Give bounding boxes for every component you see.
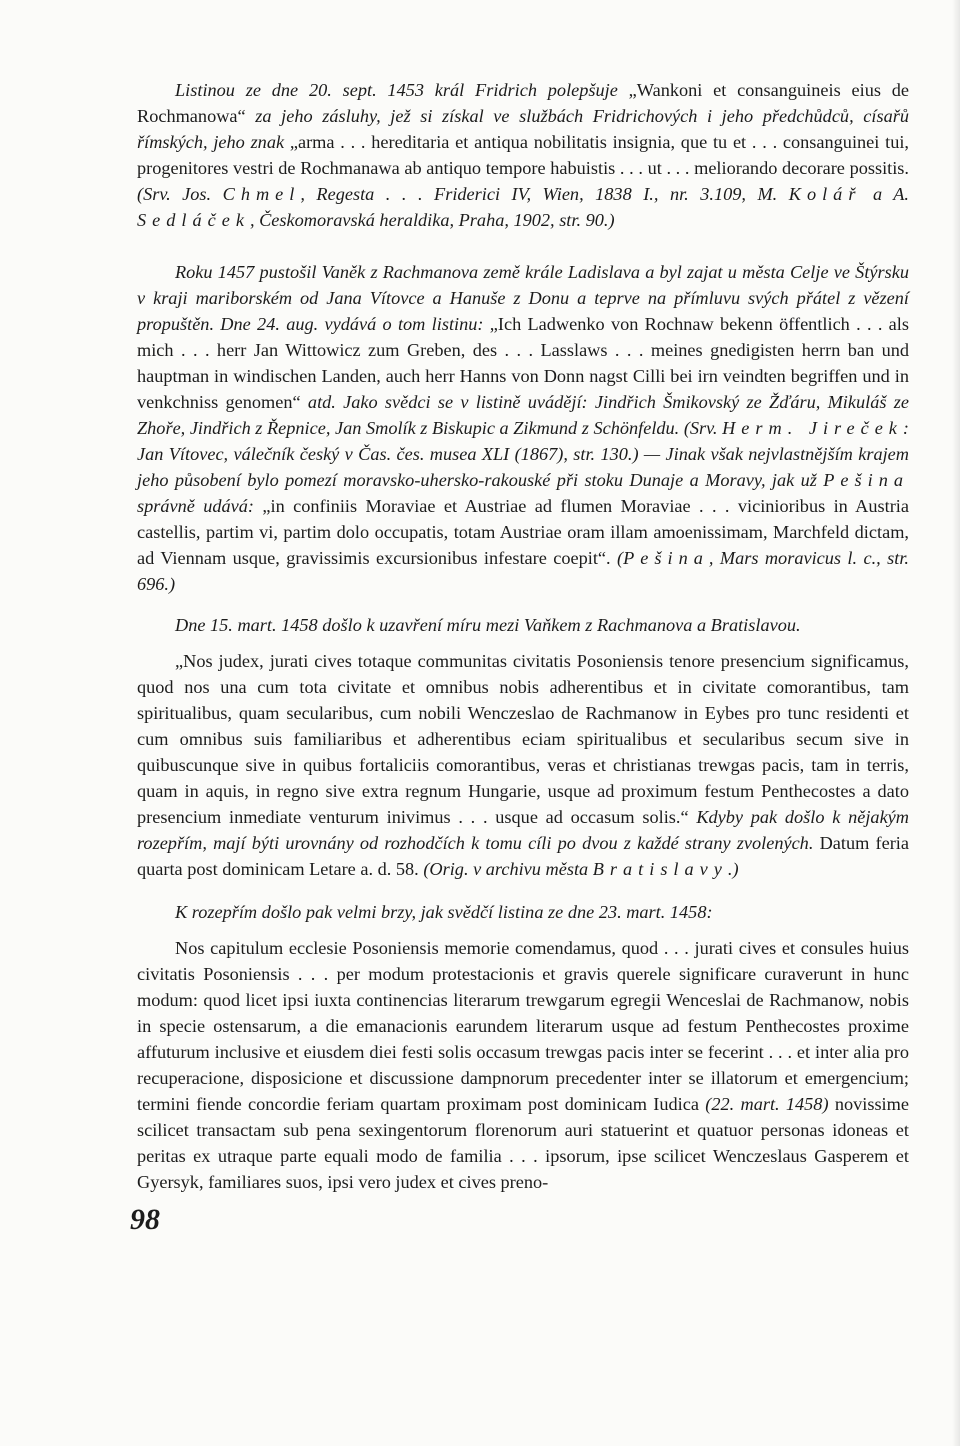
text-segment: „Ich Ladwenko von Rochnaw bekenn öffentlich . . . als mich . . . herr Jan Wittowicz zum Greben, des . . . Lasslaws . . . meines gnedigisten herrn ban und hauptman in windischen Landen, auch herr Hanns von Donn nagst Cilli bei irn veindten begriffen und in venkchniss genomen“ — [137, 314, 909, 412]
text-segment: „Wankoni et consanguineis eius de Rochmanowa“ — [137, 80, 910, 126]
text-segment: „in confiniis Moraviae et Austriae ad flumen Moraviae . . . vicinioribus in Austria castellis, partim vi, partim dolo occupatis, totam Austriae oram illam amoenissimam, Marchfeld dictam, ad Viennam usque, gravissimis excursionibus infestare coepit“. — [137, 496, 909, 568]
text-segment: (22. mart. 1458) — [705, 1094, 835, 1114]
text-segment: Listinou ze dne 20. sept. 1453 král Fridrich polepšuje — [175, 80, 629, 100]
text-segment: „arma . . . hereditaria et antiqua nobilitatis insignia, que tu et . . . consanguinei tui, progenitores vestri de Rochmanawa ab antiquo tempore habuistis . . . ut . . . meliorando decorare possitis. — [137, 132, 909, 178]
text-segment: a A. — [861, 184, 909, 204]
text-segment: (Srv. Jos. — [137, 184, 223, 204]
paragraph-peace-treaty-text — [137, 648, 909, 882]
paragraph-vanek-captivity — [137, 259, 909, 597]
text-segment: „Nos judex, jurati cives totaque communitas civitatis Posoniensis tenore presencium significamus, quod nos una cum tota civitate et omnibus nobis adherentibus et in civitate comorantibus, tam spiritualibus, quam secularibus, cum nobili Wenczeslao de Rachmanow in Eybes pro tunc residenti et cum omnibus suis familiaribus et adherentibus eciam spiritualibus et secularibus secum sive in quibuscunque sive in quibus fortaliciis comorantibus, veras et christianas trewgas pacis, tam in terris, quam in aquis, in regno sive extra regnum Hungarie, usque ad proximum festum Penthecostes a dato presencium inmediate venturum inivimus . . . usque ad occasum solis.“ — [137, 651, 909, 827]
text-segment: za jeho zásluhy, jež si získal ve službách Fridrichových i jeho předchůdců, císařů římských, jeho znak — [137, 106, 909, 152]
text-segment: Datum feria quarta post dominicam Letare a. d. 58. — [137, 833, 909, 879]
text-segment: správně udává: — [137, 496, 263, 516]
text-segment: ( — [617, 548, 624, 568]
text-segment: .) — [727, 859, 739, 879]
text-segment: , Českomoravská heraldika, Praha, 1902, str. 90.) — [249, 210, 615, 230]
text-segment: (Orig. v archivu města — [423, 859, 593, 879]
text-segment: Nos capitulum ecclesie Posoniensis memorie comendamus, quod . . . jurati cives et consules huius civitatis Posoniensis . . . per modum protestacionis et gravis querele significare curaverunt in hunc modum: quod licet ipsi iuxta continencias literarum trewgarum egregii Wenceslai de Rachmanow, nobis in specie ostensarum, a die emanacionis earundem literarum usque ad festum Penthecostes proxime affuturum inclusive et eiusdem diei festi solis occasum trewgas pacis inter se fecerint . . . et inter alia pro recuperacione, disposicione et discussione dampnorum precedenter inter se illatorum et emergencium; termini fiende concordie feriam quartam proximam post dominicam Iudica — [137, 938, 909, 1114]
text-segment: K rozepřím došlo pak velmi brzy, jak svědčí listina ze dne 23. mart. 1458: — [175, 902, 713, 922]
text-segment: Bratislavy — [592, 859, 728, 879]
text-segment: : Jan Vítovec, válečník český v Čas. čes. musea XLI (1867), str. 130.) — Jinak však nejvlastnějším krajem jeho působení bylo pomezí moravsko-uhersko-rakouské při stoku Dunaje a Moravy, jak už — [137, 418, 910, 490]
paragraph-chapter-protest — [137, 935, 909, 1195]
paragraph-peace-treaty-intro — [137, 612, 909, 638]
paragraph-coat-of-arms-charter — [137, 77, 909, 233]
paragraph-dispute-intro — [137, 899, 909, 925]
text-segment: Pešina — [823, 470, 909, 490]
text-segment: Pešina — [623, 548, 709, 568]
text-segment: Kolář — [788, 184, 862, 204]
text-segment: Dne 15. mart. 1458 došlo k uzavření míru mezi Vaňkem z Rachmanova a Bratislavou. — [175, 615, 801, 635]
text-segment: novissime scilicet transactam sub pena sexingentorum florenorum auri statuerint et quatuor personas idoneas et peritas ex utraque parte equali modo de familia . . . ipsorum, ipse scilicet Wenczeslaus Gasperem et Gyersyk, familiares suos, ipsi vero judex et cives preno- — [137, 1094, 909, 1192]
text-segment: atd. Jako svědci se v listině uvádějí: Jindřich Šmikovský ze Žďáru, Mikuláš ze Zhoře, Jindřich z Řepnice, Jan Smolík z Biskupic a Zikmund z Schönfeldu. (Srv. — [137, 392, 909, 438]
text-segment: Kdyby pak došlo k nějakým rozepřím, mají býti urovnány od rozhodčích k tomu cíli po dvou z každé strany zvolených. — [137, 807, 909, 853]
text-segment: , Mars moravicus l. c., str. 696.) — [137, 548, 909, 594]
page-edge-shadow — [952, 0, 960, 1446]
text-segment: Chmel — [222, 184, 301, 204]
text-segment: Roku 1457 pustošil Vaněk z Rachmanova země krále Ladislava a byl zajat u města Celje ve Štýrsku v kraji mariborském od Jana Vítovce a Hanuše z Donu a teprve na přímluvu svých přátel z vězení propuštěn. Dne 24. aug. vydává o tom listinu: — [137, 262, 909, 334]
text-segment: Sedláček — [137, 210, 250, 230]
page-number: 98 — [130, 1203, 160, 1236]
text-segment: , Regesta . . . Friderici IV, Wien, 1838 I., nr. 3.109, M. — [300, 184, 789, 204]
text-segment: Herm. Jireček — [722, 418, 903, 438]
